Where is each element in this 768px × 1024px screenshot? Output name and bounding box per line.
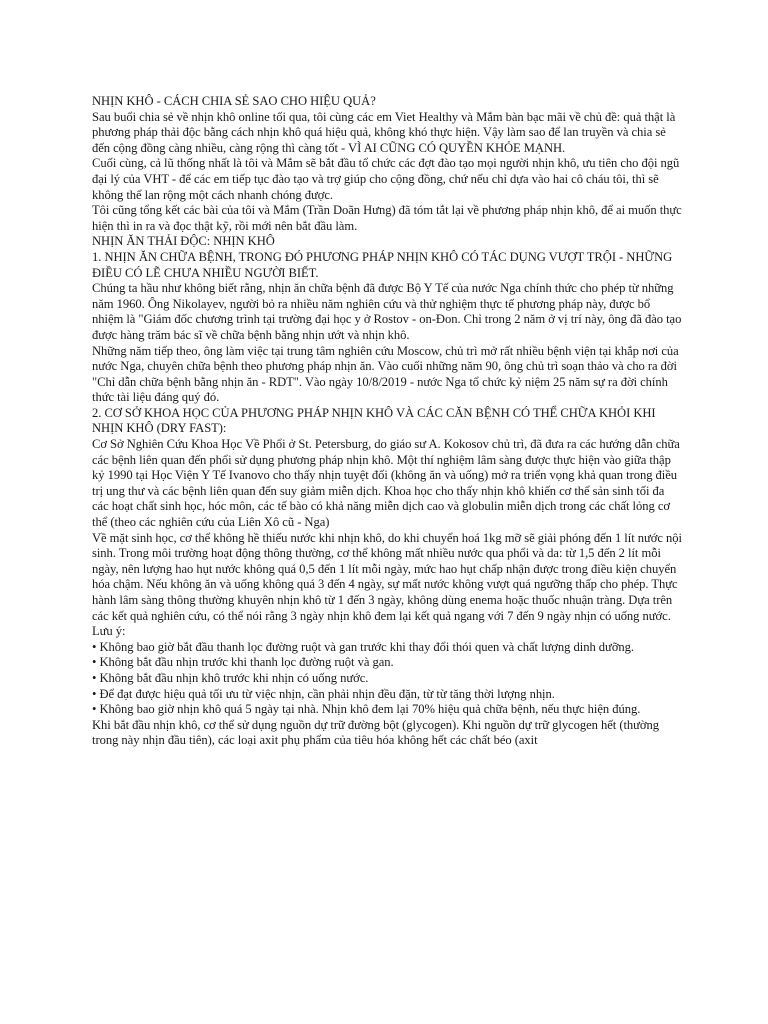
bullet-item: • Không bắt đầu nhịn khô trước khi nhịn có uống nước. [92, 670, 369, 685]
intro-paragraph-2: Cuối cùng, cả lũ thống nhất là tôi và Mắm sẽ bắt đầu tổ chức các đợt đào tạo mọi người nhịn khô, ưu tiên cho đội ngũ đại lý của VHT - để các em tiếp tục đào tạo và trợ giúp cho cộng đồng, chứ nếu chỉ dựa vào hai cô cháu tôi, thì sẽ không thể lan rộng một cách nhanh chóng được. [92, 156, 680, 202]
body-paragraph-3: Cơ Sở Nghiên Cứu Khoa Học Về Phổi ở St. Petersburg, do giáo sư A. Kokosov chủ trì, đã đưa ra các hướng dẫn chữa các bệnh liên quan đến phổi sử dụng phương pháp nhịn khô. Một thí nghiệm lâm sàng được thực hiện vào giữa thập kỷ 1990 tại Học Viện Y Tế Ivanovo cho thấy nhịn tuyệt đối (không ăn và uống) mở ra triển vọng khả quan trong điều trị ung thư và các bệnh liên quan đến suy giảm miễn dịch. Khoa học cho thấy nhịn khô khiến cơ thể sản sinh tối đa các hoạt chất sinh học, hóc môn, các tế bào có khả năng miễn dịch cao và globulin miễn dịch trong các chất lỏng cơ thể (theo các nghiên cứu của Liên Xô cũ - Nga) [92, 437, 680, 530]
body-paragraph-4: Về mặt sinh học, cơ thể không hề thiếu nước khi nhịn khô, do khi chuyển hoá 1kg mỡ sẽ giải phóng đến 1 lít nước nội sinh. Trong môi trường hoạt động thông thường, cơ thể không mất nhiều nước qua phổi và da: từ 1,5 đến 2 lít mỗi ngày, nên lượng hao hụt nước không quá 0,5 đến 1 lít mỗi ngày, mức hao hụt chấp nhận được trong điều kiện chuyển hóa chậm. Nếu không ăn và uống không quá 3 đến 4 ngày, sự mất nước không vượt quá ngưỡng thấp cho phép. Thực hành lâm sàng thông thường khuyên nhịn khô từ 1 đến 3 ngày, không dùng enema hoặc thuốc nhuận tràng. Dựa trên các kết quả nghiên cứu, có thể nói rằng 3 ngày nhịn khô đem lại kết quả ngang với 7 đến 9 ngày nhịn có uống nước. [92, 530, 682, 623]
body-paragraph-1: Chúng ta hầu như không biết rằng, nhịn ăn chữa bệnh đã được Bộ Y Tế của nước Nga chính thức cho phép từ những năm 1960. Ông Nikolayev, người bỏ ra nhiều năm nghiên cứu và thử nghiệm thực tế phương pháp này, được bổ nhiệm là "Giám đốc chương trình tại trường đại học y ở Rostov - on-Đon. Chỉ trong 2 năm ở vị trí này, ông đã đào tạo được hàng trăm bác sĩ về chữa bệnh bằng nhịn ướt và nhịn khô. [92, 281, 682, 342]
bullet-item: • Không bao giờ nhịn khô quá 5 ngày tại nhà. Nhịn khô đem lại 70% hiệu quả chữa bệnh, nếu thực hiện đúng. [92, 702, 641, 717]
body-paragraph-5: Khi bắt đầu nhịn khô, cơ thể sử dụng nguồn dự trữ đường bột (glycogen). Khi nguồn dự trữ glycogen hết (thường trong này nhịn đầu tiên), các loại axit phụ phẩm của tiêu hóa không hết các chất béo (axit [92, 717, 660, 748]
document-title: NHỊN KHÔ - CÁCH CHIA SẺ SAO CHO HIỆU QUẢ? [92, 94, 376, 108]
section-title: NHỊN ĂN THẢI ĐỘC: NHỊN KHÔ [92, 234, 275, 249]
intro-paragraph-1: Sau buổi chia sẻ về nhịn khô online tối qua, tôi cùng các em Viet Healthy và Mắm bàn bạc mãi về chủ đề: quả thật là phương pháp thải độc bằng cách nhịn khô quá hiệu quả, không khó thực hiện. Vậy làm sao để lan truyền và chia sẻ đến cộng đồng càng nhiều, càng rộng thì càng tốt - VÌ AI CŨNG CÓ QUYỀN KHỎE MẠNH. [92, 109, 676, 155]
intro-paragraph-3: Tôi cũng tổng kết các bài của tôi và Mắm (Trần Doãn Hưng) đã tóm tắt lại về phương pháp nhịn khô, để ai muốn thực hiện thì in ra và đọc thật kỹ, rồi mới nên bắt đầu làm. [92, 203, 682, 233]
body-paragraph-2: Những năm tiếp theo, ông làm việc tại trung tâm nghiên cứu Moscow, chủ trì mở rất nhiều bệnh viện tại khắp nơi của nước Nga, chuyên chữa bệnh theo phương pháp nhịn ăn. Vào cuối những năm 90, ông chủ trì soạn thảo và cho ra đời "Chỉ dẫn chữa bệnh bằng nhịn ăn - RDT". Vào ngày 10/8/2019 - nước Nga tổ chức kỷ niệm 25 năm sự ra đời chính thức tài liệu đáng quý đó. [92, 343, 679, 405]
heading-1: 1. NHỊN ĂN CHỮA BỆNH, TRONG ĐÓ PHƯƠNG PHÁP NHỊN KHÔ CÓ TÁC DỤNG VƯỢT TRỘI - NHỮNG ĐIỀU CÓ LẼ CHƯA NHIỀU NGƯỜI BIẾT. [92, 249, 673, 280]
bullet-item: • Để đạt được hiệu quả tối ưu từ việc nhịn, cần phải nhịn đều đặn, từ từ tăng thời lượng nhịn. [92, 686, 555, 701]
bullet-item: • Không bao giờ bắt đầu thanh lọc đường ruột và gan trước khi thay đổi thói quen và chất lượng dinh dưỡng. [92, 639, 635, 654]
document-page [92, 94, 682, 749]
note-label: Lưu ý: [92, 624, 126, 639]
heading-2: 2. CƠ SỞ KHOA HỌC CỦA PHƯƠNG PHÁP NHỊN KHÔ VÀ CÁC CĂN BỆNH CÓ THỂ CHỮA KHỎI KHI NHỊN KHÔ (DRY FAST): [92, 405, 656, 436]
bullet-item: • Không bắt đầu nhịn trước khi thanh lọc đường ruột và gan. [92, 655, 394, 670]
